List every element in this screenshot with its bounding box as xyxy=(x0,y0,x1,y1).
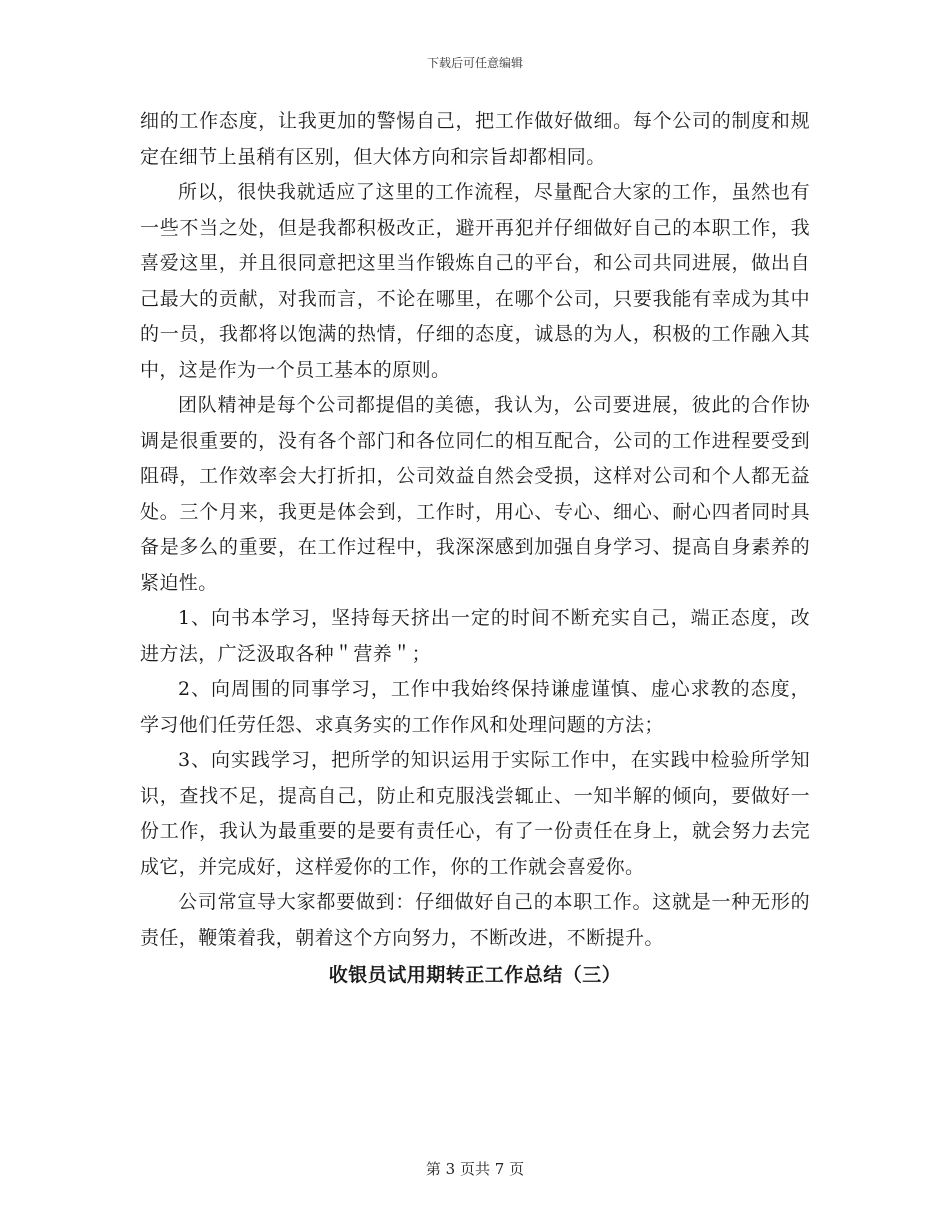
list-item-1: 1、向书本学习，坚持每天挤出一定的时间不断充实自己，端正态度，改进方法，广泛汲取各种＂营养＂； xyxy=(140,607,810,665)
paragraph-closing: 公司常宣导大家都要做到：仔细做好自己的本职工作。这就是一种无形的责任，鞭策着我，朝着这个方向努力，不断改进，不断提升。 xyxy=(140,891,810,949)
section-title: 收银员试用期转正工作总结（三） xyxy=(328,964,622,986)
page-header-note: 下载后可任意编辑 xyxy=(426,56,523,70)
page-number: 第 3 页共 7 页 xyxy=(425,1160,525,1178)
list-item-2: 2、向周围的同事学习，工作中我始终保持谦虚谨慎、虚心求教的态度，学习他们任劳任怨、求真务实的工作作风和处理问题的方法； xyxy=(140,678,810,736)
paragraph-3: 团队精神是每个公司都提倡的美德，我认为，公司要进展，彼此的合作协调是很重要的，没有各个部门和各位同仁的相互配合，公司的工作进程要受到阻碍，工作效率会大打折扣，公司效益自然会受损，这样对公司和个人都无益处。三个月来，我更是体会到，工作时，用心、专心、细心、耐心四者同时具备是多么的重要，在工作过程中，我深深感到加强自身学习、提高自身素养的紧迫性。 xyxy=(140,394,810,594)
paragraph-1: 细的工作态度，让我更加的警惕自己，把工作做好做细。每个公司的制度和规定在细节上虽稍有区别，但大体方向和宗旨却都相同。 xyxy=(140,110,810,168)
paragraph-2: 所以，很快我就适应了这里的工作流程，尽量配合大家的工作，虽然也有一些不当之处，但是我都积极改正，避开再犯并仔细做好自己的本职工作，我喜爱这里，并且很同意把这里当作锻炼自己的平台，和公司共同进展，做出自己最大的贡献，对我而言，不论在哪里，在哪个公司，只要我能有幸成为其中的一员，我都将以饱满的热情，仔细的态度，诚恳的为人，积极的工作融入其中，这是作为一个员工基本的原则。 xyxy=(140,181,810,381)
list-item-3: 3、向实践学习，把所学的知识运用于实际工作中，在实践中检验所学知识，查找不足，提高自己，防止和克服浅尝辄止、一知半解的倾向，要做好一份工作，我认为最重要的是要有责任心，有了一份责任在身上，就会努力去完成它，并完成好，这样爱你的工作，你的工作就会喜爱你。 xyxy=(140,749,810,878)
document-body xyxy=(140,104,810,994)
